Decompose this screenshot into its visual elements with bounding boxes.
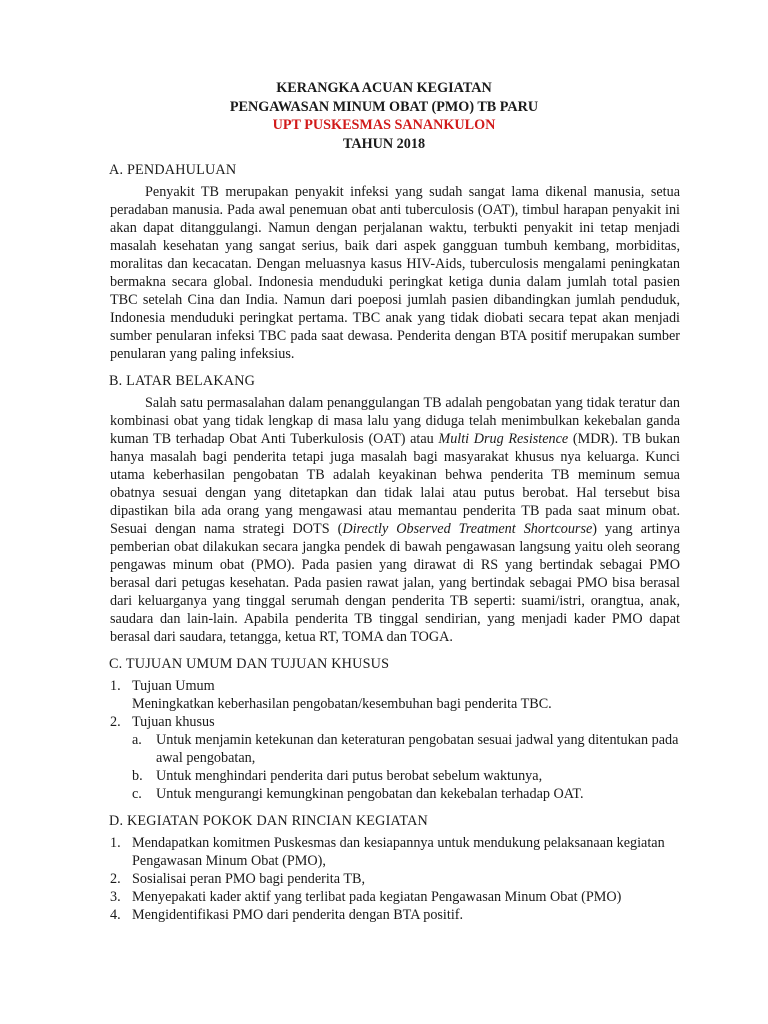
tujuan-umum-label: Tujuan Umum: [132, 678, 215, 694]
list-marker: 1.: [110, 678, 121, 694]
list-marker: 1.: [110, 835, 121, 851]
list-item: [110, 906, 680, 924]
sub-list-text: Untuk menghindari penderita dari putus berobat sebelum waktunya,: [156, 768, 543, 784]
header-institution: UPT PUSKESMAS SANANKULON: [272, 117, 496, 133]
section-b-title: B. LATAR BELAKANG: [109, 373, 256, 389]
list-item: [110, 834, 680, 870]
section-d-list: [110, 834, 680, 924]
section-b-text-3: ) yang artinya pemberian obat dilakukan secara jangka pendek di bawah pengawasan langsung yaitu oleh seorang pengawas minum obat (PMO). Pada pasien yang dirawat di RS yang bertindak sebagai PMO berasal dari petugas kesehatan. Pada pasien rawat jalan, yang bertindak sebagai PMO bisa berasal dari keluarganya yang tinggal serumah dengan penderita TB seperti: suami/istri, orangtua, anak, saudara dan lain-lain. Apabila penderita TB tinggal sendirian, yang menjadi kader PMO dapat berasal dari saudara, tetangga, ketua RT, TOMA dan TOGA.: [110, 521, 680, 645]
section-b-italic-dots: Directly Observed Treatment Shortcourse: [342, 521, 593, 537]
header-year: TAHUN 2018: [342, 135, 426, 152]
sub-list-marker: b.: [132, 768, 143, 784]
list-text: Menyepakati kader aktif yang terlibat pada kegiatan Pengawasan Minum Obat (PMO): [132, 889, 622, 905]
sub-list-marker: c.: [132, 786, 142, 802]
header-subtitle: PENGAWASAN MINUM OBAT (PMO) TB PARU: [229, 98, 539, 115]
list-text: Mengidentifikasi PMO dari penderita dengan BTA positif.: [132, 907, 464, 923]
section-a-title: A. PENDAHULUAN: [109, 162, 237, 178]
list-text: Mendapatkan komitmen Puskesmas dan kesiapannya untuk mendukung pelaksanaan kegiatan Pengawasan Minum Obat (PMO),: [132, 835, 665, 869]
document-body: [110, 161, 680, 924]
tujuan-umum-text: Meningkatkan keberhasilan pengobatan/kesembuhan bagi penderita TBC.: [132, 696, 552, 712]
list-item: [110, 870, 680, 888]
list-item: [110, 888, 680, 906]
header-title: KERANGKA ACUAN KEGIATAN: [276, 80, 492, 96]
list-marker: 2.: [110, 871, 121, 887]
list-text: Sosialisai peran PMO bagi penderita TB,: [132, 871, 366, 887]
section-c-title: C. TUJUAN UMUM DAN TUJUAN KHUSUS: [109, 656, 390, 672]
list-marker: 2.: [110, 714, 121, 730]
section-b-paragraph: [110, 394, 680, 646]
section-c-list: [110, 677, 680, 803]
section-b-italic-mdr: Multi Drug Resistence: [438, 431, 569, 447]
sub-list-text: Untuk mengurangi kemungkinan pengobatan dan kekebalan terhadap OAT.: [156, 786, 584, 802]
section-b-text-2: (MDR). TB bukan hanya masalah bagi penderita tetapi juga masalah bagi masyarakat khusus nya keluarga. Kunci utama keberhasilan pengobatan TB adalah keyakinan behwa penderita TB meminum semua obatnya sesuai dengan yang ditetapkan dan tidak lalai atau putus berobat. Hal tersebut bisa dipastikan bila ada orang yang mengawasi atau memantau penderita TB pada saat minum obat. Sesuai dengan nama strategi DOTS (: [110, 431, 680, 537]
tujuan-khusus-sublist: [132, 731, 680, 803]
list-item: [110, 713, 680, 803]
sub-list-text: Untuk menjamin ketekunan dan keteraturan pengobatan sesuai jadwal yang ditentukan pada awal pengobatan,: [156, 732, 679, 766]
sub-list-item: [132, 731, 680, 767]
section-a-paragraph: Penyakit TB merupakan penyakit infeksi yang sudah sangat lama dikenal manusia, setua peradaban manusia. Pada awal penemuan obat anti tuberculosis (OAT), timbul harapan penyakit ini akan dapat ditanggulangi. Namun dengan perjalanan waktu, terbukti penyakit ini tetap menjadi masalah kesehatan yang sangat serius, baik dari aspek gangguan tumbuh kembang, morbiditas, moralitas dan kecacatan. Dengan meluasnya kasus HIV-Aids, tuberculosis mengalami peningkatan bermakna secara global. Indonesia menduduki peringkat ketiga dunia dalam jumlah total pasien TBC setelah Cina dan India. Namun dari poeposi jumlah pasien dibandingkan jumlah penduduk, Indonesia menduduki peringkat pertama. TBC anak yang tidak diobati secara tepat akan menjadi sumber penularan infeksi TBC pada saat dewasa. Penderita dengan BTA positif merupakan sumber penularan yang paling infeksius.: [110, 184, 680, 362]
tujuan-khusus-label: Tujuan khusus: [132, 714, 215, 730]
sub-list-marker: a.: [132, 732, 142, 748]
list-item: [110, 677, 680, 713]
section-d-title: D. KEGIATAN POKOK DAN RINCIAN KEGIATAN: [109, 813, 428, 829]
list-marker: 4.: [110, 907, 121, 923]
list-marker: 3.: [110, 889, 121, 905]
document-header: [0, 79, 768, 153]
sub-list-item: [132, 767, 680, 785]
sub-list-item: [132, 785, 680, 803]
section-b-text-1: Salah satu permasalahan dalam penanggulangan TB adalah pengobatan yang tidak teratur dan kombinasi obat yang tidak lengkap di masa lalu yang diduga telah menimbulkan kekebalan ganda kuman TB terhadap Obat Anti Tuberkulosis (OAT) atau: [110, 395, 680, 447]
